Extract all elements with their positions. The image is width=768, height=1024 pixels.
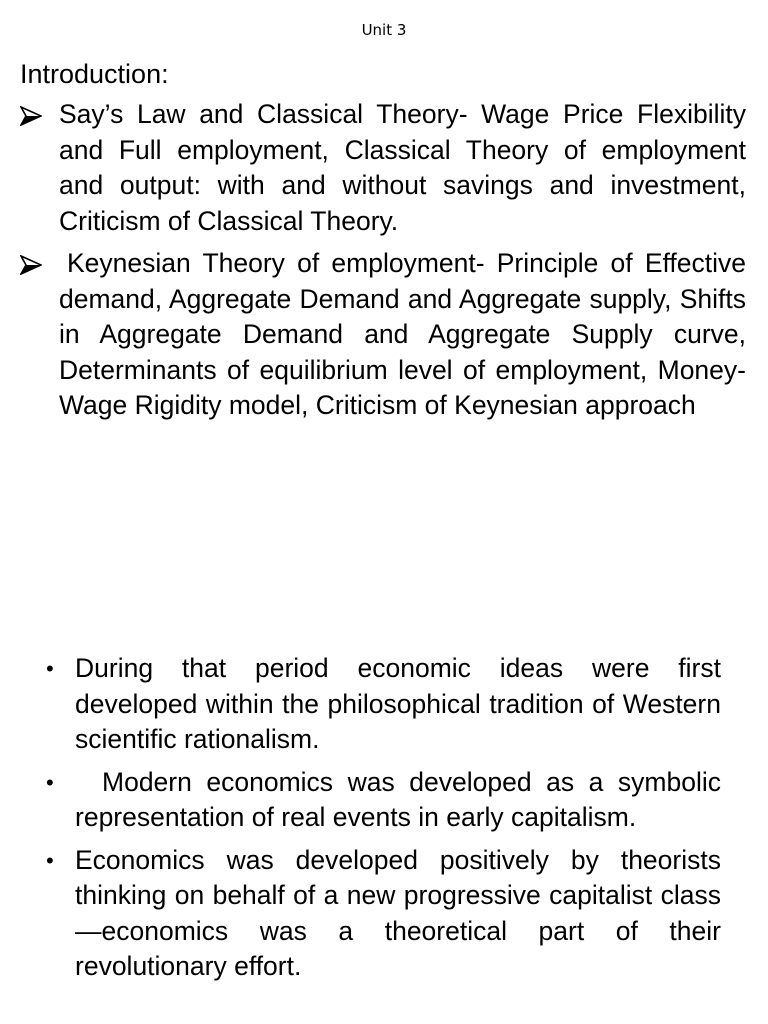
syllabus-item-text: Keynesian Theory of employment- Principle of Effective demand, Aggregate Demand and Aggregate supply, Shifts in Aggregate Demand and Aggregate Supply curve, Determinants of equilibrium level of employment, Money-Wage Rigidity model, Criticism of Keynesian approach [59,248,746,420]
syllabus-list [20,97,746,431]
bullet-dot-icon: • [46,847,54,873]
syllabus-item-keynesian [20,246,746,424]
history-point-text: Economics was developed positively by theorists thinking on behalf of a new progressive capitalist class—economics was a theoretical part of their revolutionary effort. [75,844,721,981]
arrow-bullet-icon [20,255,42,275]
history-point-text: Modern economics was developed as a symbolic representation of real events in early capitalism. [75,766,721,832]
bullet-dot-icon: • [46,656,54,681]
bullet-dot-icon: • [46,769,54,795]
page-header-unit: Unit 3 [361,21,407,39]
section-title: Introduction: [20,59,169,89]
arrow-bullet-icon [20,106,42,126]
syllabus-item-text: Say’s Law and Classical Theory- Wage Price Flexibility and Full employment, Classical Theory of employment and output: with and without savings and investment, Criticism of Classical Theory. [59,99,746,236]
history-point-text: During that period economic ideas were first developed within the philosophical tradition of Western scientific rationalism. [75,653,721,754]
history-points-list [44,651,721,992]
syllabus-item-classical [20,97,746,239]
history-point-modern [44,765,721,836]
history-point-rationalism [44,651,721,758]
history-point-theorists [44,843,721,985]
